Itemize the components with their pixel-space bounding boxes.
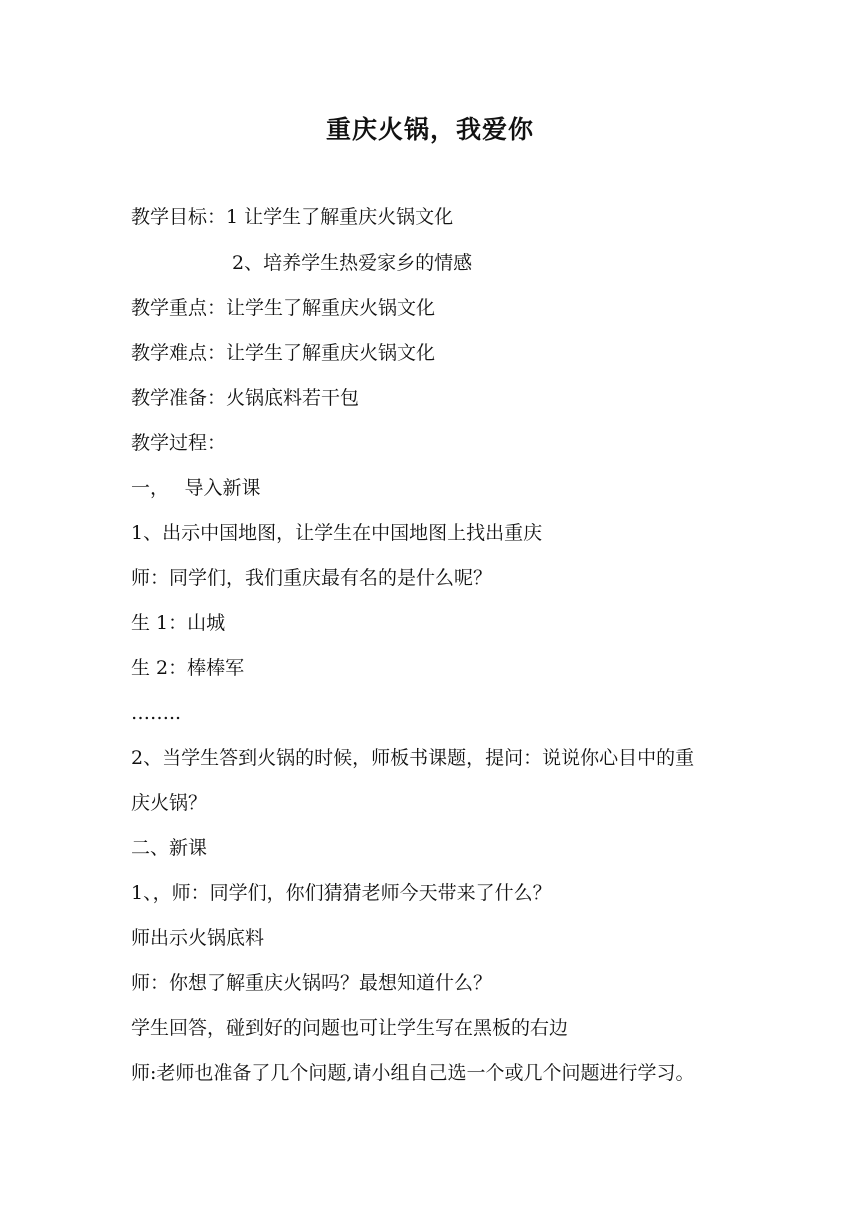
teaching-focus-line: 教学重点：让学生了解重庆火锅文化 (131, 297, 436, 319)
section-one-heading: 一， 导入新课 (131, 477, 261, 499)
body-line: 师：你想了解重庆火锅吗？最想知道什么？ (131, 972, 493, 994)
teaching-preparation-line: 教学准备：火锅底料若干包 (131, 387, 360, 409)
teaching-difficulty-line: 教学难点：让学生了解重庆火锅文化 (131, 342, 436, 364)
teaching-process-heading: 教学过程： (131, 432, 227, 454)
teaching-goal-line: 教学目标：1 让学生了解重庆火锅文化 (131, 206, 454, 228)
body-line: 生 1：山城 (131, 612, 226, 634)
body-line: 学生回答，碰到好的问题也可让学生写在黑板的右边 (131, 1017, 569, 1039)
ellipsis-line: …….. (131, 702, 182, 724)
body-line: 庆火锅？ (131, 792, 208, 814)
section-two-heading: 二、新课 (131, 837, 208, 859)
teaching-goal-line-2: 2、培养学生热爱家乡的情感 (232, 252, 473, 274)
body-line: 2、当学生答到火锅的时候，师板书课题，提问：说说你心目中的重 (131, 747, 695, 769)
body-line: 1、，师：同学们，你们猜猜老师今天带来了什么？ (131, 882, 552, 904)
body-line: 生 2：棒棒军 (131, 657, 245, 679)
body-line: 师:老师也准备了几个问题,请小组自己选一个或几个问题进行学习。 (131, 1062, 695, 1084)
document-title: 重庆火锅，我爱你 (325, 115, 534, 144)
body-line: 师：同学们，我们重庆最有名的是什么呢？ (131, 567, 493, 589)
body-line: 师出示火锅底料 (131, 927, 265, 949)
body-line: 1、出示中国地图，让学生在中国地图上找出重庆 (131, 522, 543, 544)
